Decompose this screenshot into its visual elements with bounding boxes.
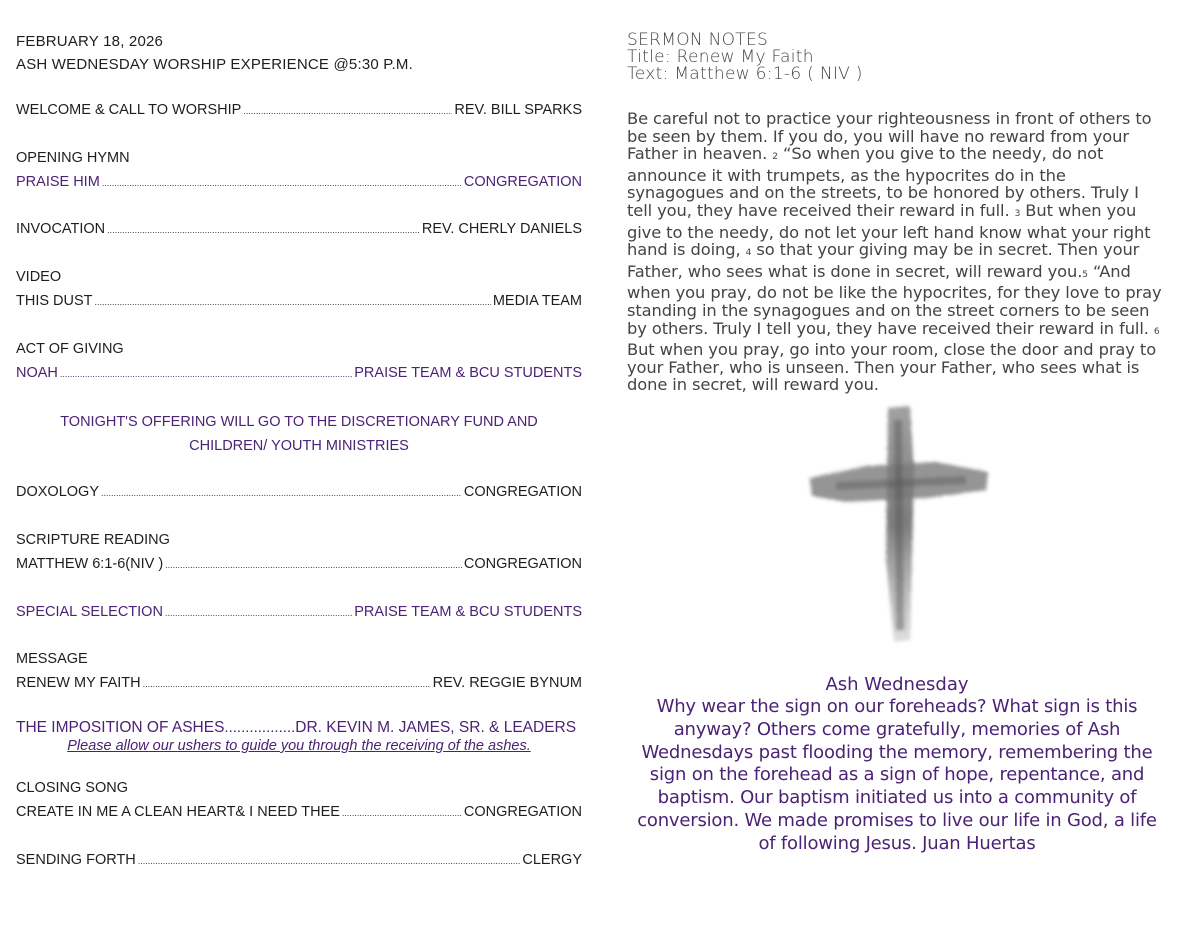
scripture-verse: “So when you give to the needy, do not announce it with trumpets, as the hypocrites do in the synagogues and on the streets, to be honored by others. Truly I tell you, they have received their reward in full. [627, 144, 1139, 220]
program-row-imposition: THE IMPOSITION OF ASHES ................. DR. KEVIN M. JAMES, SR. & LEADERS [16, 719, 577, 736]
program-row-welcome [16, 102, 582, 118]
program-item: NOAH [16, 365, 58, 381]
program-leader: PRAISE TEAM & BCU STUDENTS [354, 365, 582, 381]
program-item: INVOCATION [16, 221, 106, 237]
program-leader: CONGREGATION [463, 804, 582, 820]
order-of-worship [16, 30, 582, 868]
scripture-verse: But when you give to the needy, do not let your left hand know what your right hand is doing, [627, 200, 1151, 260]
program-row-sending-forth [16, 852, 582, 868]
scripture-passage [627, 110, 1167, 394]
verse-number: 6 [1153, 326, 1160, 337]
section-title-message: MESSAGE [16, 651, 88, 667]
program-row-message [16, 675, 582, 691]
program-item: THIS DUST [16, 293, 93, 309]
program-item: WELCOME & CALL TO WORSHIP [16, 102, 242, 118]
section-title-closing-song: CLOSING SONG [16, 780, 128, 796]
verse-number: 4 [745, 248, 752, 259]
sermon-heading: SERMON NOTES [627, 30, 769, 50]
ash-cross-icon [806, 400, 992, 650]
verse-number: 5 [1082, 269, 1088, 280]
reflection-title: Ash Wednesday [825, 674, 969, 695]
scripture-verse: But when you pray, go into your room, close the door and pray to your Father, who is unseen. Then your Father, who sees what is done in secret, will reward you. [627, 340, 1157, 395]
section-title-giving: ACT OF GIVING [16, 341, 124, 357]
program-item: DOXOLOGY [16, 484, 99, 500]
program-item: MATTHEW 6:1-6(NIV ) [16, 556, 164, 572]
program-row-invocation [16, 221, 582, 237]
program-item: SPECIAL SELECTION [16, 604, 163, 620]
program-row-giving [16, 365, 582, 381]
program-row-video [16, 293, 582, 309]
sermon-notes [627, 30, 1167, 395]
program-leader: CONGREGATION [463, 174, 582, 190]
program-item: PRAISE HIM [16, 174, 100, 190]
program-leader: REV. CHERLY DANIELS [421, 221, 582, 237]
program-row-opening-hymn [16, 174, 582, 190]
verse-number: 3 [1014, 208, 1021, 219]
program-row-doxology [16, 484, 582, 500]
program-item: THE IMPOSITION OF ASHES [16, 719, 225, 736]
program-item: SENDING FORTH [16, 852, 136, 868]
sermon-title: Title: Renew My Faith [627, 47, 814, 67]
offering-note-line: CHILDREN/ YOUTH MINISTRIES [189, 438, 409, 454]
program-leader: CLERGY [522, 852, 582, 868]
section-title-video: VIDEO [16, 269, 62, 285]
program-leader: REV. REGGIE BYNUM [432, 675, 582, 691]
section-title-opening-hymn: OPENING HYMN [16, 150, 130, 166]
offering-note [16, 410, 582, 458]
program-item: CREATE IN ME A CLEAN HEART& I NEED THEE [16, 804, 340, 820]
scripture-verse: so that your giving may be in secret. Then your Father, who sees what is done in secret, will reward you. [627, 240, 1140, 281]
program-row-special-selection [16, 604, 582, 620]
program-leader: PRAISE TEAM & BCU STUDENTS [354, 604, 582, 620]
service-title: ASH WEDNESDAY WORSHIP EXPERIENCE @5:30 P.M. [16, 56, 413, 73]
program-leader: CONGREGATION [463, 484, 582, 500]
sermon-text-reference: Text: Matthew 6:1-6 ( NIV ) [627, 64, 863, 84]
scripture-verse: “And when you pray, do not be like the hypocrites, for they love to pray standing in the synagogues and on the street corners to be seen by others. Truly I tell you, they have received their reward in full. [627, 261, 1162, 338]
program-leader: REV. BILL SPARKS [454, 102, 582, 118]
reflection-body: Why wear the sign on our foreheads? What sign is this anyway? Others come gratefully, memories of Ash Wednesdays past flooding the memory, remembering the sign on the forehead as a sign of hope, repentance, and baptism. Our baptism initiated us into a community of conversion. We made promises to live our life in God, a life of following Jesus. Juan Huertas [637, 696, 1157, 854]
program-item: RENEW MY FAITH [16, 675, 141, 691]
verse-number: 2 [772, 152, 778, 163]
program-leader: CONGREGATION [463, 556, 582, 572]
service-date: FEBRUARY 18, 2026 [16, 33, 164, 50]
ashes-note: Please allow our ushers to guide you through the receiving of the ashes. [67, 738, 531, 754]
program-leader: MEDIA TEAM [492, 293, 582, 309]
offering-note-line: TONIGHT'S OFFERING WILL GO TO THE DISCRETIONARY FUND AND [60, 414, 538, 430]
program-row-scripture [16, 556, 582, 572]
program-row-closing-song [16, 804, 582, 820]
section-title-scripture: SCRIPTURE READING [16, 532, 170, 548]
program-leader: DR. KEVIN M. JAMES, SR. & LEADERS [295, 719, 577, 736]
scripture-verse: Be careful not to practice your righteousness in front of others to be seen by them. If you do, you will have no reward from your Father in heaven. [627, 109, 1152, 164]
